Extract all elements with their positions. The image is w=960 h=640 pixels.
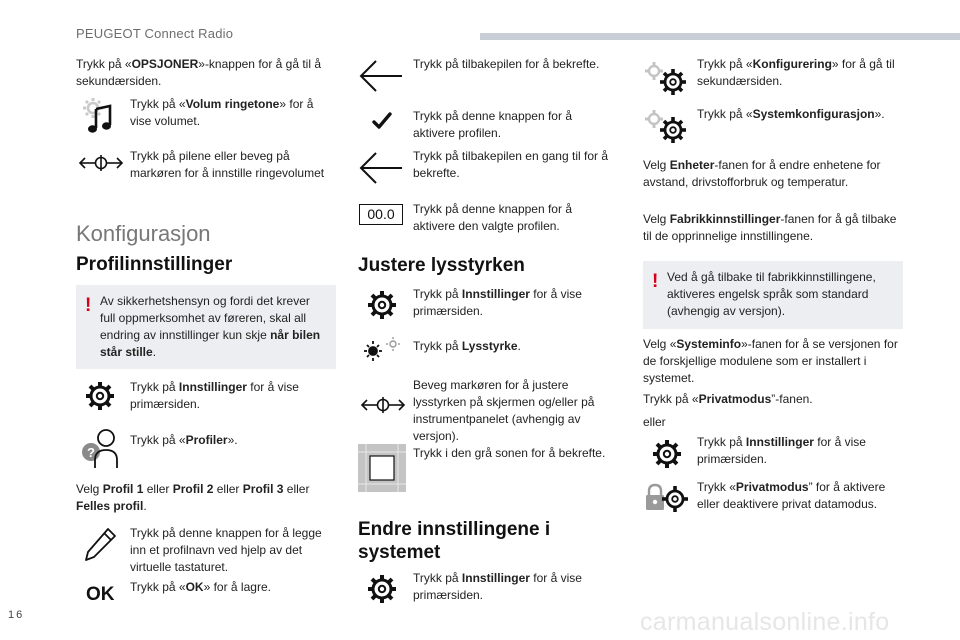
beveg-text: Beveg markøren for å justere lysstyrken på skjermen og/eller på instrumentpanelet (avhengig av versjon). — [413, 378, 595, 443]
ok-text: Trykk på «OK» for å lagre. — [130, 580, 271, 594]
privat-text: Trykk på «Privatmodus”-fanen. — [643, 392, 813, 406]
warning-box — [76, 285, 336, 369]
gear-icon — [366, 573, 398, 605]
section-title: Konfigurasjon — [76, 221, 211, 246]
warning-icon: ! — [85, 295, 92, 316]
innst-text-2: Trykk på Innstillinger for å vise primærsiden. — [413, 287, 582, 318]
header-bar — [480, 33, 960, 40]
innst-text-1: Trykk på Innstillinger for å vise primærsiden. — [130, 380, 299, 411]
piler-text: Trykk på pilene eller beveg på markøren for å innstille ringevolumet — [130, 149, 325, 180]
subsection-title-system: Endre innstillingene i systemet — [358, 519, 551, 563]
fabrikk-text: Velg Fabrikkinnstillinger-fanen for å gå tilbake til de opprinnelige innstillingene. — [643, 212, 897, 243]
profiler-text: Trykk på «Profiler». — [130, 433, 238, 447]
gear-cluster-icon — [643, 60, 689, 98]
enheter-text: Velg Enheter-fanen for å endre enhetene for avstand, drivstofforbruk og temperatur. — [643, 158, 881, 189]
gear-icon — [366, 289, 398, 321]
innst-text-4: Trykk på Innstillinger for å vise primærsiden. — [697, 435, 866, 466]
back-arrow-icon — [358, 58, 404, 94]
brightness-icon — [363, 336, 401, 362]
eller-text: eller — [643, 415, 666, 429]
warning-box-factory — [643, 261, 903, 329]
subsection-title-profiles: Profilinnstillinger — [76, 254, 233, 275]
volum-text: Trykk på «Volum ringetone» for å vise volumet. — [130, 97, 314, 128]
watermark: carmanualsonline.info — [640, 608, 890, 636]
ok-icon: OK — [86, 584, 115, 605]
velg-profil-text: Velg Profil 1 eller Profil 2 eller Profil 3 eller Felles profil. — [76, 482, 310, 513]
svg-text:?: ? — [87, 445, 95, 460]
header-title: PEUGEOT Connect Radio — [76, 26, 234, 41]
gra-text: Trykk i den grå sonen for å bekrefte. — [413, 446, 606, 460]
back-arrow-icon — [358, 150, 404, 186]
system-text: Trykk på «Systemkonfigurasjon». — [697, 107, 885, 121]
warning-icon: ! — [652, 271, 659, 292]
lys-text: Trykk på Lysstyrke. — [413, 339, 521, 353]
gray-zone-icon — [358, 444, 406, 492]
check-text: Trykk på denne knappen for å aktivere profilen. — [413, 109, 572, 140]
gear-music-icon — [80, 95, 120, 135]
profile-question-icon — [80, 424, 122, 470]
konf-text: Trykk på «Konfigurering» for å gå til sekundærsiden. — [697, 57, 895, 88]
slider-arrows-icon — [360, 394, 406, 416]
warning-text-factory: Ved å gå tilbake til fabrikkinnstillingene, aktiveres engelsk språk som standard (avhengig av versjon). — [667, 270, 876, 318]
gear-icon — [651, 438, 683, 470]
intro-text: Trykk på «OPSJONER»-knappen for å gå til å sekundærsiden. — [76, 57, 322, 88]
pencil-icon — [84, 526, 118, 562]
systeminfo-text: Velg «Systeminfo»-fanen for å se versjonen for de forskjellige modulene som er installert i systemet. — [643, 337, 898, 385]
counter-icon: 00.0 — [359, 204, 403, 225]
back1-text: Trykk på tilbakepilen for å bekrefte. — [413, 57, 600, 71]
legge-text: Trykk på denne knappen for å legge inn et profilnavn ved hjelp av det virtuelle tastaturet. — [130, 526, 322, 574]
gear-lock-icon — [645, 482, 691, 516]
warning-text: Av sikkerhetshensyn og fordi det krever full oppmerksomhet av føreren, skal all endring av innstillinger kun skje når bilen står stille. — [100, 294, 321, 359]
innst-text-3: Trykk på Innstillinger for å vise primærsiden. — [413, 571, 582, 602]
aktivere-text: Trykk på denne knappen for å aktivere den valgte profilen. — [413, 202, 572, 233]
subsection-title-brightness: Justere lysstyrken — [358, 255, 525, 276]
slider-arrows-icon — [78, 152, 124, 174]
check-icon — [372, 112, 392, 130]
gear-icon — [84, 380, 116, 412]
gear-cluster-icon — [643, 108, 689, 146]
privat2-text: Trykk «Privatmodus” for å aktivere eller deaktivere privat datamodus. — [697, 480, 886, 511]
back2-text: Trykk på tilbakepilen en gang til for å bekrefte. — [413, 149, 608, 180]
page-number: 16 — [8, 609, 25, 621]
